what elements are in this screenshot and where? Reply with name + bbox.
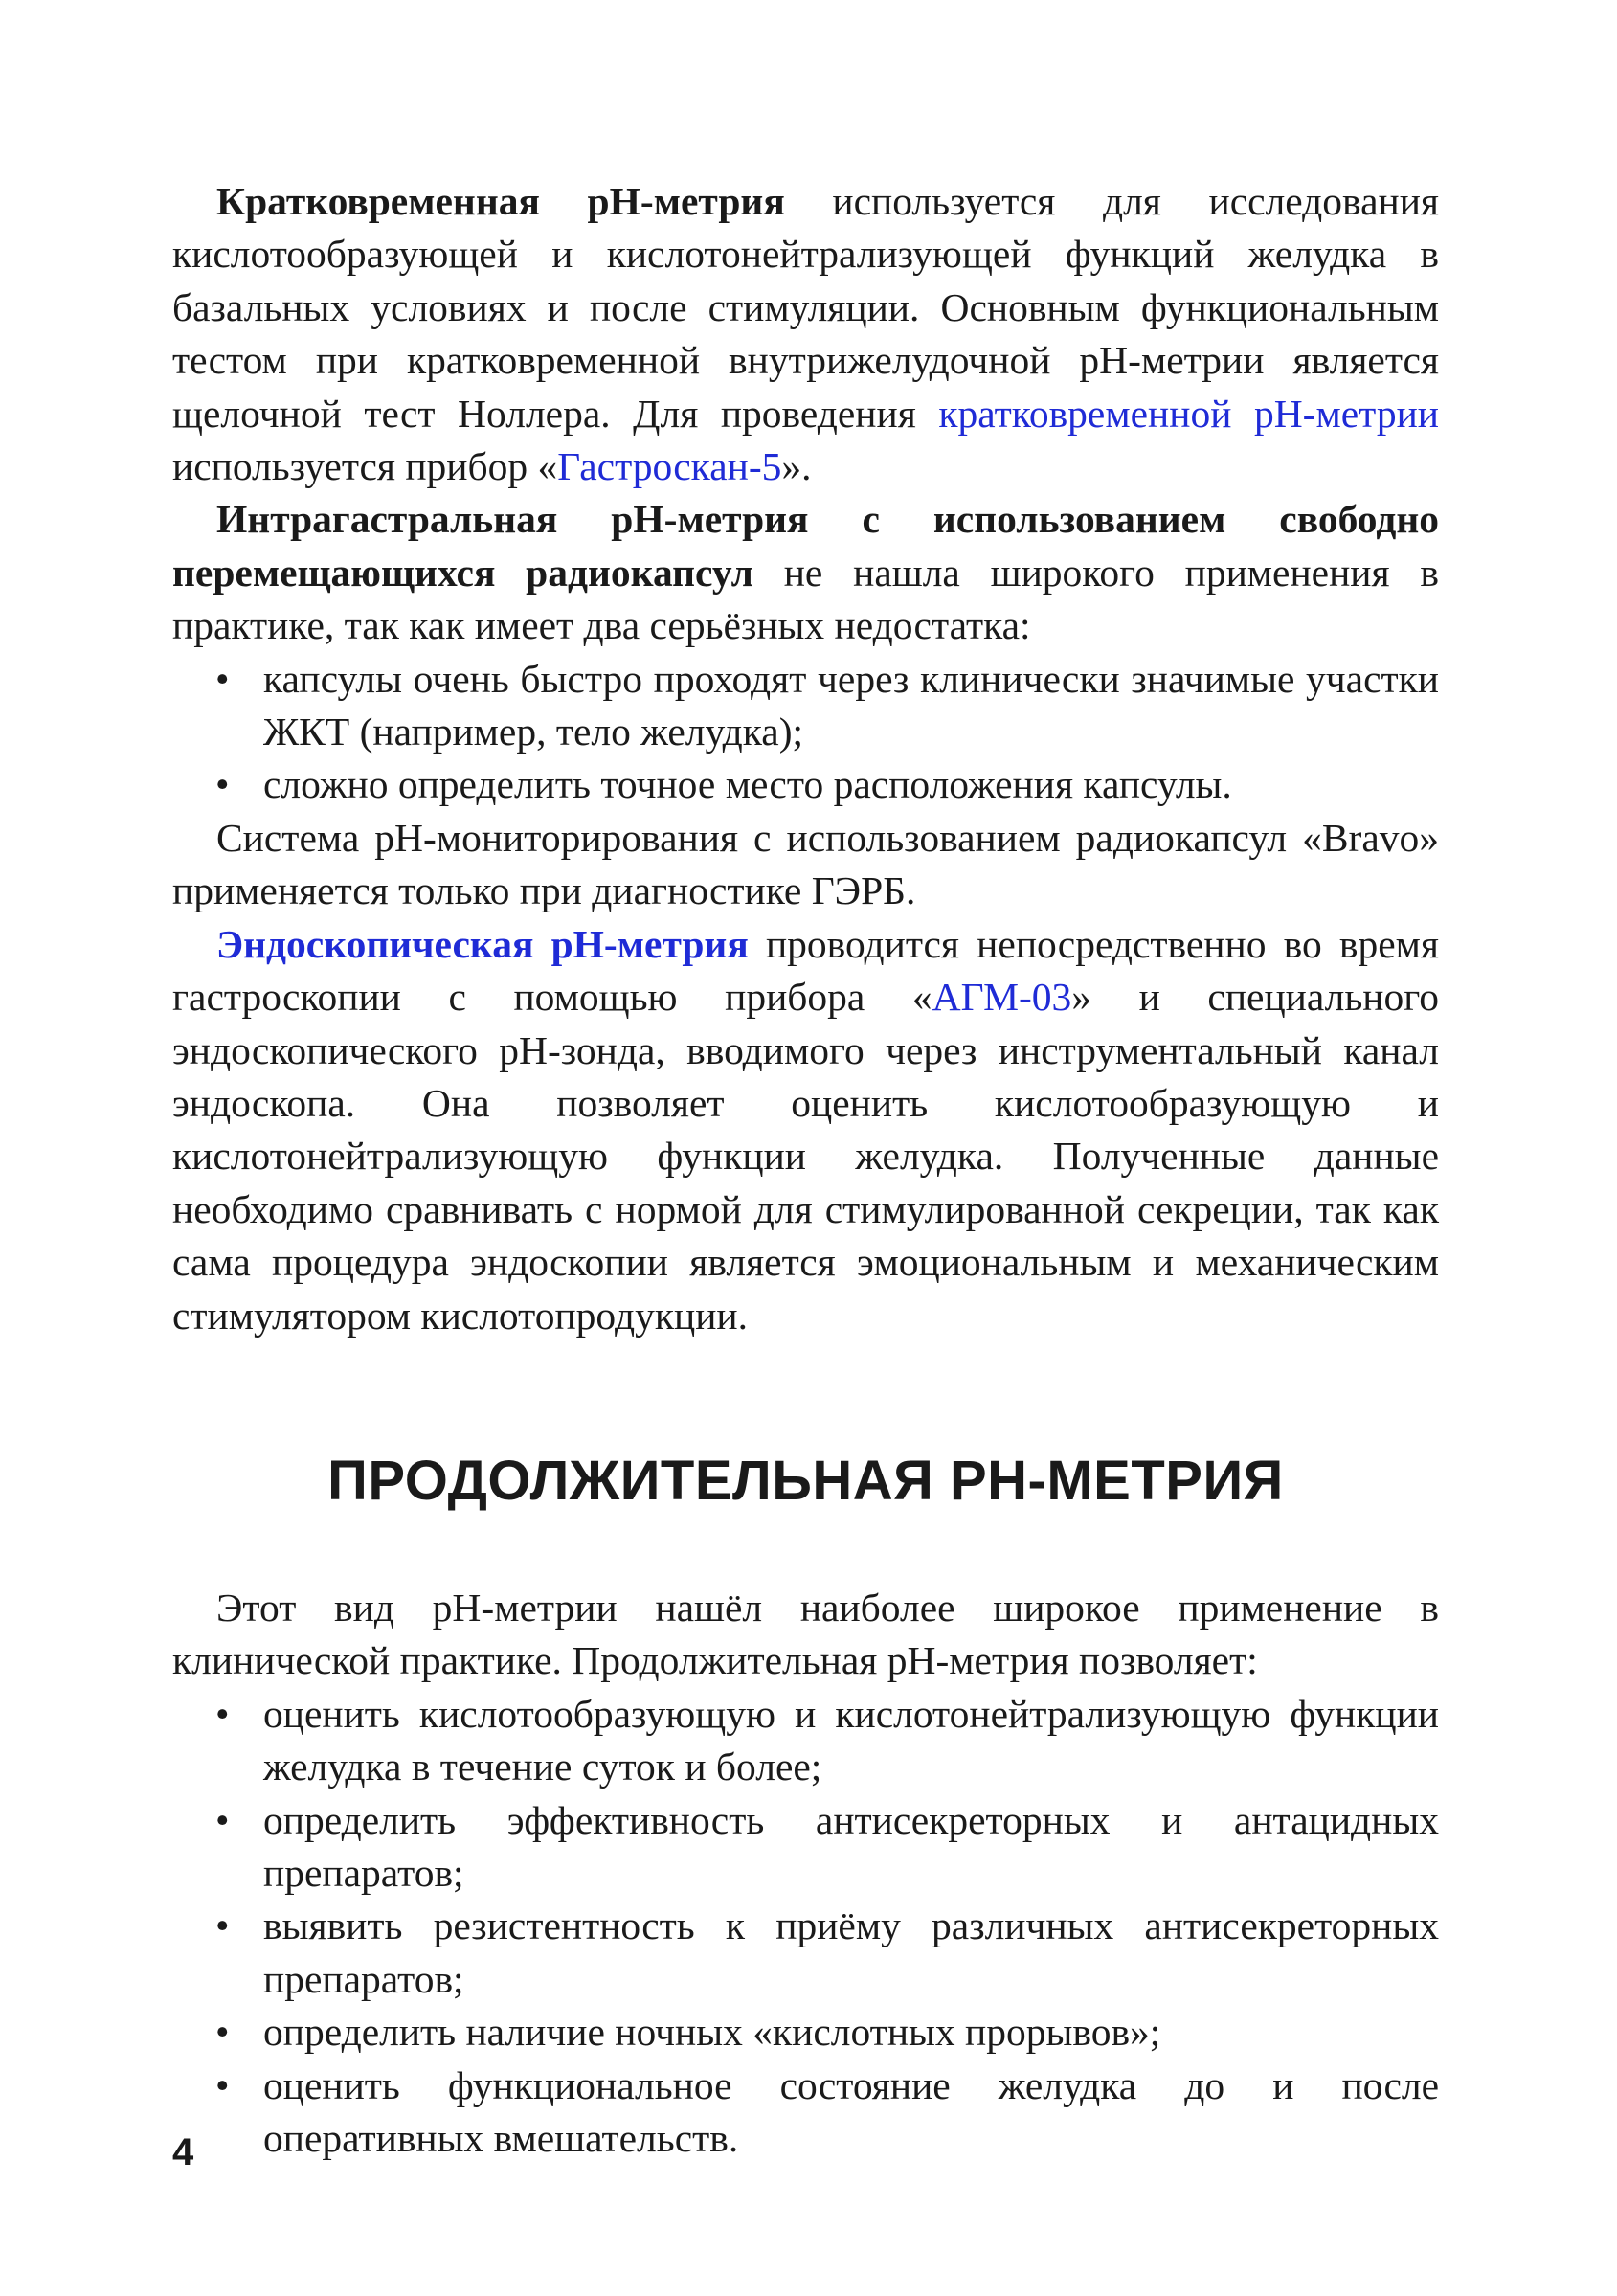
paragraph-long-term-intro: Этот вид рН-метрии нашёл наиболее широкое применение в клинической практике. Продолжительная рН-метрия позволяет: — [172, 1585, 1439, 1683]
paragraph-intragastric-radiocapsules — [172, 493, 1439, 652]
list-item: • оценить кислотообразующую и кислотонейтрализующую функции желудка в течение суток и более; — [172, 1688, 1439, 1794]
paragraph-text: проводится непосредственно во время гастроскопии с помощью прибора « — [172, 921, 1439, 1020]
paragraph-endoscopic-ph-metry — [172, 918, 1439, 1342]
paragraph-bravo-system: Система рН-мониторирования с использованием радиокапсул «Bravo» применяется только при диагностике ГЭРБ. — [172, 815, 1439, 913]
bullet-list-drawbacks — [172, 653, 1439, 812]
paragraph-text: используется для исследования кислотообразующей и кислотонейтрализующей функций желудка в базальных условиях и после стимуляции. Основным функциональным тестом при кратковременной внутрижелудочной рН-метрии является щелочной тест Ноллера. Для проведения — [172, 179, 1439, 436]
link-short-term-ph-metry[interactable]: кратковременной рН-метрии — [938, 391, 1439, 436]
bullet-list-capabilities — [172, 1688, 1439, 2166]
paragraph-text: не нашла широкого применения в практике, так как имеет два серьёзных недостатка: — [172, 550, 1439, 648]
section-heading: ПРОДОЛЖИТЕЛЬНАЯ РН-МЕТРИЯ — [327, 1449, 1284, 1512]
list-item: • определить эффективность антисекреторных и антацидных препаратов; — [172, 1794, 1439, 1901]
paragraph-text: используется прибор « — [172, 444, 558, 489]
paragraph-text: ». — [781, 444, 812, 489]
list-item: • сложно определить точное место расположения капсулы. — [172, 758, 1439, 811]
link-endoscopic-ph-metry[interactable]: Эндоскопическая рН-метрия — [216, 921, 749, 966]
paragraph-text: » и специального эндоскопического рН-зонда, вводимого через инструментальный канал эндоскопа. Она позволяет оценить кислотообразующую и кислотонейтрализующую функции желудка. Полученные данные необходимо сравнивать с нормой для стимулированной секреции, так как сама процедура эндоскопии является эмоциональным и механическим стимулятором кислотопродукции. — [172, 975, 1440, 1338]
list-item: • оценить функциональное состояние желудка до и после оперативных вмешательств. — [172, 2060, 1439, 2166]
link-gastroscan-5[interactable]: Гастроскан-5 — [557, 444, 782, 489]
link-agm-03[interactable]: АГМ-03 — [932, 975, 1072, 1020]
list-item: • выявить резистентность к приёму различных антисекреторных препаратов; — [172, 1900, 1439, 2006]
list-item: • капсулы очень быстро проходят через клинически значимые участки ЖКТ (например, тело желудка); — [172, 653, 1439, 759]
paragraph-short-term-ph-metry — [172, 175, 1439, 493]
list-item: • определить наличие ночных «кислотных прорывов»; — [172, 2006, 1439, 2059]
bold-term: Интрагастральная рН-метрия с использованием свободно перемещающихся радиокапсул — [172, 497, 1439, 595]
page-number: 4 — [172, 2131, 194, 2173]
body-text — [172, 175, 1439, 2165]
bold-term: Кратковременная рН-метрия — [216, 179, 785, 223]
